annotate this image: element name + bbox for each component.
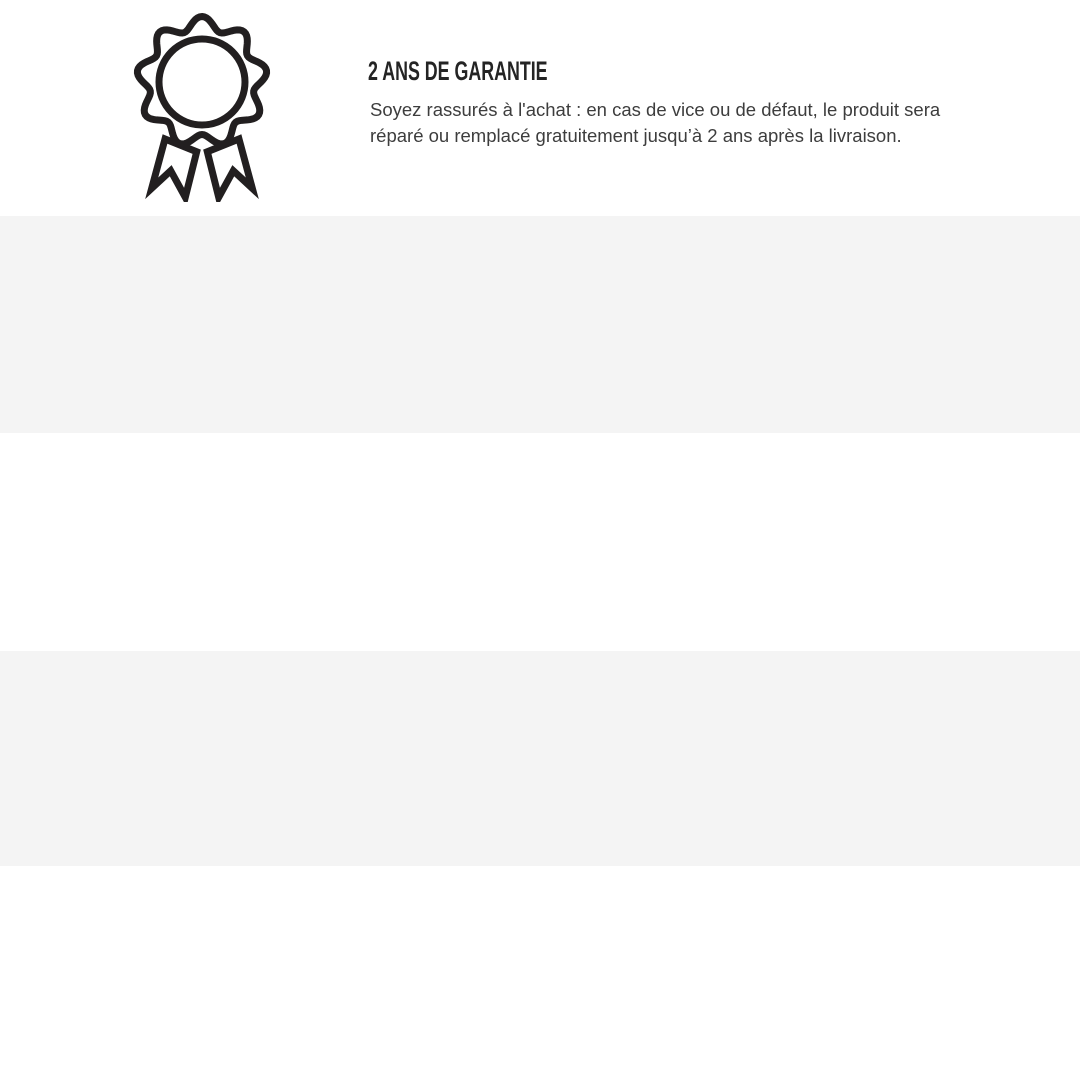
feature-description: Soyez rassurés à l'achat : en cas de vice ou de défaut, le produit sera réparé ou remplacé gratuitement jusqu’à 2 ans après la livraison. xyxy=(370,99,941,146)
placeholder-band-2 xyxy=(0,651,1080,866)
award-rosette-icon xyxy=(132,10,272,202)
rosette-group xyxy=(137,17,266,198)
rosette-ribbon-right xyxy=(207,139,252,197)
placeholder-band-1 xyxy=(0,216,1080,433)
rosette-ribbon-left xyxy=(152,139,197,197)
feature-text-block xyxy=(368,56,976,149)
feature-title: 2 ANS DE GARANTIE xyxy=(368,56,548,86)
warranty-feature-section xyxy=(0,0,1080,216)
white-gap-2 xyxy=(0,866,1080,1080)
white-gap-1 xyxy=(0,433,1080,651)
